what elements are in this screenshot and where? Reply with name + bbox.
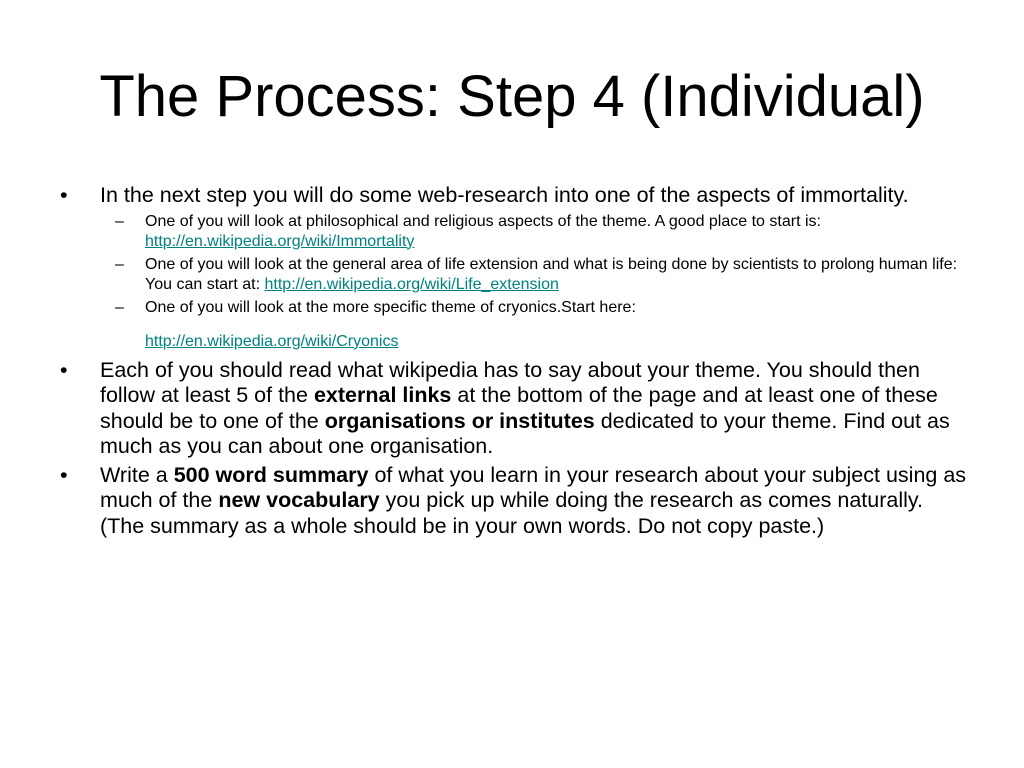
bold-external-links: external links <box>313 383 452 407</box>
bullet-text: Each of you should read what wikipedia has to say about your theme. You should then follow at least 5 of the <box>100 357 920 407</box>
bullet-text: you pick up while doing the research as comes naturally. (The summary as a whole should be in your own words. Do not copy paste.) <box>100 488 924 538</box>
life-extension-link[interactable]: http://en.wikipedia.org/wiki/Life_extension <box>264 275 559 293</box>
sub-item-text: One of you will look at the more specific theme of cryonics.Start here: <box>145 298 636 316</box>
sub-item-immortality <box>60 212 970 252</box>
sub-item-life-extension <box>60 255 970 295</box>
bold-organisations: organisations or institutes <box>324 408 595 433</box>
sub-item-text: One of you will look at the general area of life extension and what is being done by scientists to prolong human life: You can start at: <box>145 255 958 293</box>
bullet-icon: • <box>60 357 68 382</box>
bold-word-summary: 500 word summary <box>173 462 369 487</box>
bullet-icon: • <box>60 462 68 487</box>
slide-body <box>60 183 970 539</box>
immortality-link[interactable]: http://en.wikipedia.org/wiki/Immortality <box>145 232 415 250</box>
sub-item-cryonics <box>60 298 970 352</box>
bullet-text: In the next step you will do some web-research into one of the aspects of immortality. <box>100 183 909 207</box>
dash-icon: – <box>115 212 124 230</box>
bullet-item-summary <box>60 463 970 540</box>
bold-new-vocabulary: new vocabulary <box>218 488 380 512</box>
bullet-icon: • <box>60 183 68 207</box>
bullet-text: dedicated to your theme. Find out as much as you can about one organisation. <box>100 408 950 458</box>
bullet-item-read-wikipedia <box>60 358 970 460</box>
dash-icon: – <box>115 298 124 316</box>
sub-item-text: One of you will look at philosophical and religious aspects of the theme. A good place to start is: <box>145 212 821 230</box>
bullet-item-research <box>60 183 970 209</box>
bullet-text: of what you learn in your research about your subject using as much of the <box>100 462 967 512</box>
slide-title: The Process: Step 4 (Individual) <box>99 64 925 129</box>
bullet-text: at the bottom of the page and at least one of these should be to one of the <box>100 383 938 433</box>
bullet-text: Write a <box>100 462 168 487</box>
cryonics-link[interactable]: http://en.wikipedia.org/wiki/Cryonics <box>145 332 399 350</box>
dash-icon: – <box>115 255 124 273</box>
